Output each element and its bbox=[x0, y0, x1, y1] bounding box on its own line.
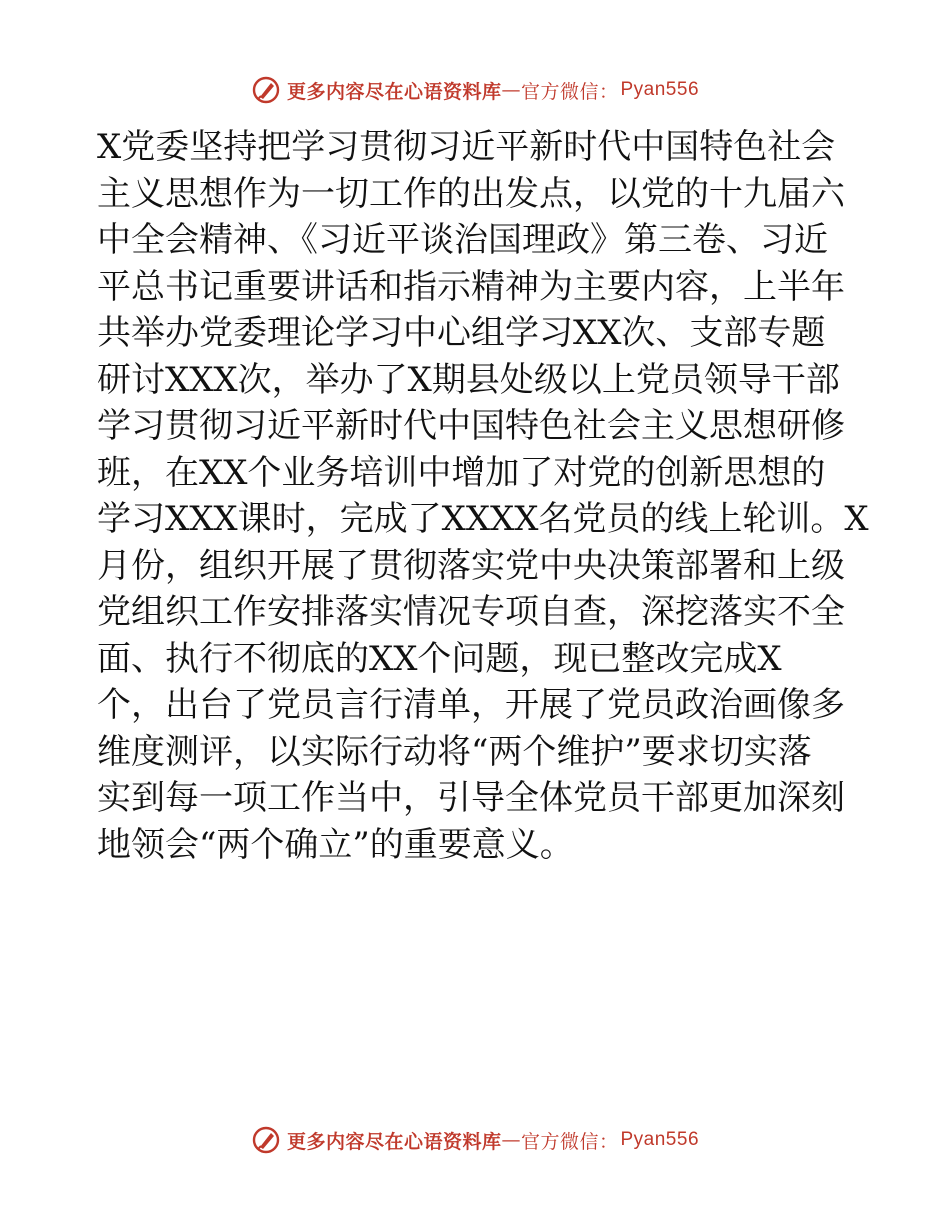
banner-separator: — bbox=[501, 1129, 521, 1151]
quill-logo-icon bbox=[251, 75, 281, 105]
text-line: 月份，组织开展了贯彻落实党中央决策部署和上级 bbox=[97, 545, 845, 586]
text-line: 实到每一项工作当中，引导全体党员干部更加深刻 bbox=[97, 778, 845, 818]
text-line: 主义思想作为一切工作的出发点，以党的十九届六 bbox=[97, 173, 845, 214]
text-line: 面、执行不彻底的XX个问题，现已整改完成X bbox=[97, 638, 782, 679]
text-line: 研讨XXX次，举办了X期县处级以上党员领导干部 bbox=[97, 359, 840, 400]
body-paragraph bbox=[97, 124, 869, 868]
text-line: 班，在XX个业务培训中增加了对党的创新思想的 bbox=[97, 452, 826, 493]
text-line: 学习贯彻习近平新时代中国特色社会主义思想研修 bbox=[97, 406, 845, 446]
text-line: 个，出台了党员言行清单，开展了党员政治画像多 bbox=[97, 685, 845, 725]
banner-official-label: 官方微信： bbox=[520, 80, 619, 103]
banner-separator: — bbox=[501, 79, 521, 101]
text-line: 中全会精神、《习近平谈治国理政》第三卷、习近 bbox=[97, 220, 828, 260]
banner-official-label: 官方微信： bbox=[520, 1130, 619, 1153]
text-line: 平总书记重要讲话和指示精神为主要内容，上半年 bbox=[97, 266, 845, 307]
text-line: X党委坚持把学习贯彻习近平新时代中国特色社会 bbox=[97, 127, 836, 167]
banner-wechat-id: Pyan556 bbox=[620, 1129, 700, 1150]
text-line: 共举办党委理论学习中心组学习XX次、支部专题 bbox=[97, 313, 826, 353]
text-line: 维度测评，以实际行动将“两个维护”要求切实落 bbox=[97, 731, 812, 772]
text-line: 党组织工作安排落实情况专项自查，深挖落实不全 bbox=[97, 592, 845, 632]
banner-site-text: 更多内容尽在心语资料库 bbox=[286, 1130, 502, 1153]
quill-logo-icon bbox=[251, 1125, 281, 1155]
footer-banner bbox=[0, 1120, 950, 1160]
text-line: 学习XXX课时，完成了XXXX名党员的线上轮训。X bbox=[97, 499, 869, 539]
header-banner bbox=[0, 70, 950, 110]
banner-site-text: 更多内容尽在心语资料库 bbox=[286, 80, 502, 103]
text-line: 地领会“两个确立”的重要意义。 bbox=[97, 824, 574, 865]
banner-wechat-id: Pyan556 bbox=[620, 79, 700, 100]
